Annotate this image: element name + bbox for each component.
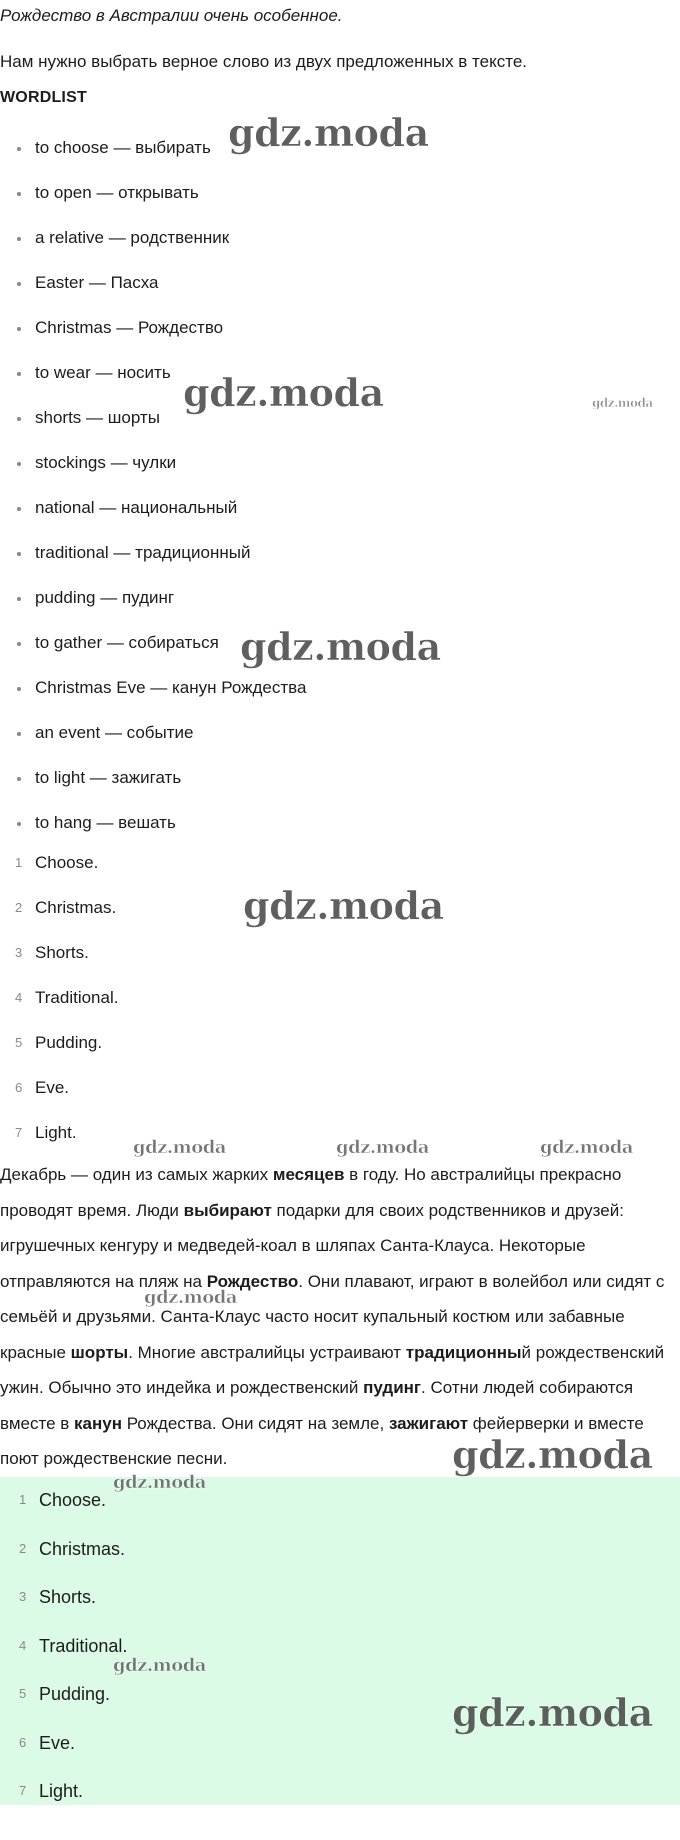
- watermark: gdz.moda: [133, 1137, 226, 1158]
- answer-text: Choose.: [39, 1490, 107, 1510]
- answer-number: 2: [15, 900, 23, 915]
- paragraph-text: . Сотни людей собираются вместе в: [0, 1378, 634, 1433]
- watermark: gdz.moda: [540, 1137, 633, 1158]
- answer-item: [0, 898, 118, 943]
- paragraph-highlight: шорты: [70, 1342, 129, 1362]
- answer-text: Shorts.: [39, 1587, 97, 1607]
- answers-list: [0, 853, 118, 1168]
- watermark: gdz.moda: [592, 396, 653, 410]
- wordlist-item: shorts — шорты: [0, 408, 306, 453]
- wordlist-item: to hang — вешать: [0, 813, 306, 858]
- answer-item: [4, 1587, 127, 1636]
- wordlist-item: to open — открывать: [0, 183, 306, 228]
- answer-text: Traditional.: [39, 1635, 128, 1656]
- watermark: gdz.moda: [243, 883, 444, 928]
- answer-number: 3: [19, 1589, 27, 1604]
- intro-italic-text: Рождество в Австралии очень особенное.: [0, 6, 343, 25]
- answer-text: Choose.: [35, 853, 99, 872]
- watermark: gdz.moda: [144, 1287, 237, 1308]
- wordlist-item: traditional — традиционный: [0, 543, 306, 588]
- watermark: gdz.moda: [452, 1432, 653, 1477]
- paragraph-text: подарки для своих родственников и друзей: игрушечных кенгуру и медведей-коал в шляпах Санта-Клауса. Некоторые отправляются на пляж на: [0, 1200, 624, 1291]
- paragraph-highlight: месяцев: [272, 1165, 345, 1184]
- paragraph-highlight: канун: [74, 1413, 122, 1433]
- wordlist-item: a relative — родственник: [0, 228, 306, 273]
- wordlist-item: to choose — выбирать: [0, 138, 306, 183]
- answer-text: Eve.: [35, 1078, 70, 1097]
- wordlist-item: national — национальный: [0, 498, 306, 543]
- paragraph-highlight: традиционны: [405, 1342, 522, 1362]
- answer-number: 1: [19, 1492, 27, 1507]
- answer-number: 5: [19, 1686, 27, 1701]
- wordlist-heading: WORDLIST: [0, 89, 87, 106]
- answer-item: [4, 1781, 127, 1830]
- watermark: gdz.moda: [452, 1690, 653, 1735]
- watermark: gdz.moda: [240, 624, 441, 669]
- answer-box: [0, 1477, 680, 1805]
- answer-text: Christmas.: [39, 1538, 126, 1559]
- answer-text: Shorts.: [35, 943, 89, 962]
- answer-number: 3: [15, 945, 23, 960]
- answer-item: [4, 1636, 127, 1685]
- paragraph-highlight: пудинг: [363, 1378, 422, 1397]
- answer-number: 2: [19, 1540, 27, 1556]
- answer-item: [0, 943, 118, 988]
- answer-number: 5: [15, 1035, 23, 1050]
- answer-item: [4, 1684, 127, 1733]
- wordlist: [0, 138, 306, 858]
- answer-item: [0, 1078, 118, 1123]
- answer-number: 1: [15, 855, 23, 870]
- answer-number: 6: [15, 1080, 23, 1095]
- watermark: gdz.moda: [228, 110, 429, 155]
- wordlist-item: Easter — Пасха: [0, 273, 306, 318]
- wordlist-item: stockings — чулки: [0, 453, 306, 498]
- paragraph-text: в году. Но австралийцы прекрасно проводят время. Люди: [0, 1165, 622, 1220]
- answer-text: Pudding.: [35, 1033, 103, 1052]
- paragraph-highlight: зажигают: [388, 1413, 469, 1433]
- answer-number: 7: [15, 1125, 23, 1140]
- paragraph-highlight: Рождество: [206, 1271, 299, 1291]
- answer-number: 6: [19, 1734, 27, 1750]
- answer-item: [4, 1490, 127, 1539]
- paragraph-text: фейерверки и вместе поют рождественские песни.: [0, 1413, 644, 1468]
- wordlist-item: to wear — носить: [0, 363, 306, 408]
- answer-item: [0, 1033, 118, 1078]
- wordlist-item: an event — событие: [0, 723, 306, 768]
- wordlist-item: to gather — собираться: [0, 633, 306, 678]
- answer-item: [0, 988, 118, 1033]
- watermark: gdz.moda: [113, 1655, 206, 1676]
- answer-text: Light.: [35, 1123, 77, 1142]
- wordlist-item: pudding — пудинг: [0, 588, 306, 633]
- answer-text: Eve.: [39, 1732, 76, 1753]
- answer-text: Pudding.: [39, 1684, 111, 1704]
- wordlist-item: Christmas — Рождество: [0, 318, 306, 363]
- wordlist-item: Christmas Eve — канун Рождества: [0, 678, 306, 723]
- answer-box-list: [4, 1490, 127, 1830]
- answer-number: 7: [19, 1783, 27, 1798]
- instruction-text: Нам нужно выбрать верное слово из двух предложенных в тексте.: [0, 52, 527, 71]
- watermark: gdz.moda: [113, 1472, 206, 1493]
- answer-number: 4: [19, 1637, 27, 1653]
- paragraph-text: . Они плавают, играют в волейбол или сидят с семьёй и друзьями. Санта-Клаус часто носит купальный костюм или забавные красные: [0, 1271, 665, 1362]
- answer-text: Traditional.: [35, 988, 119, 1007]
- answer-item: [4, 1733, 127, 1782]
- paragraph-text: й рождественский ужин. Обычно это индейка и рождественский: [0, 1342, 665, 1397]
- watermark: gdz.moda: [336, 1137, 429, 1158]
- answer-number: 4: [15, 990, 23, 1005]
- answer-item: [4, 1539, 127, 1588]
- paragraph-text: Декабрь — один из самых жарких: [0, 1165, 273, 1184]
- watermark: gdz.moda: [183, 370, 384, 415]
- wordlist-item: to light — зажигать: [0, 768, 306, 813]
- paragraph-text: . Многие австралийцы устраивают: [128, 1342, 406, 1362]
- answer-text: Christmas.: [35, 898, 117, 917]
- translation-paragraph: [0, 1157, 676, 1477]
- paragraph-highlight: выбирают: [183, 1200, 272, 1220]
- answer-item: [0, 853, 118, 898]
- paragraph-text: Рождества. Они сидят на земле,: [121, 1413, 389, 1433]
- answer-text: Light.: [39, 1781, 84, 1801]
